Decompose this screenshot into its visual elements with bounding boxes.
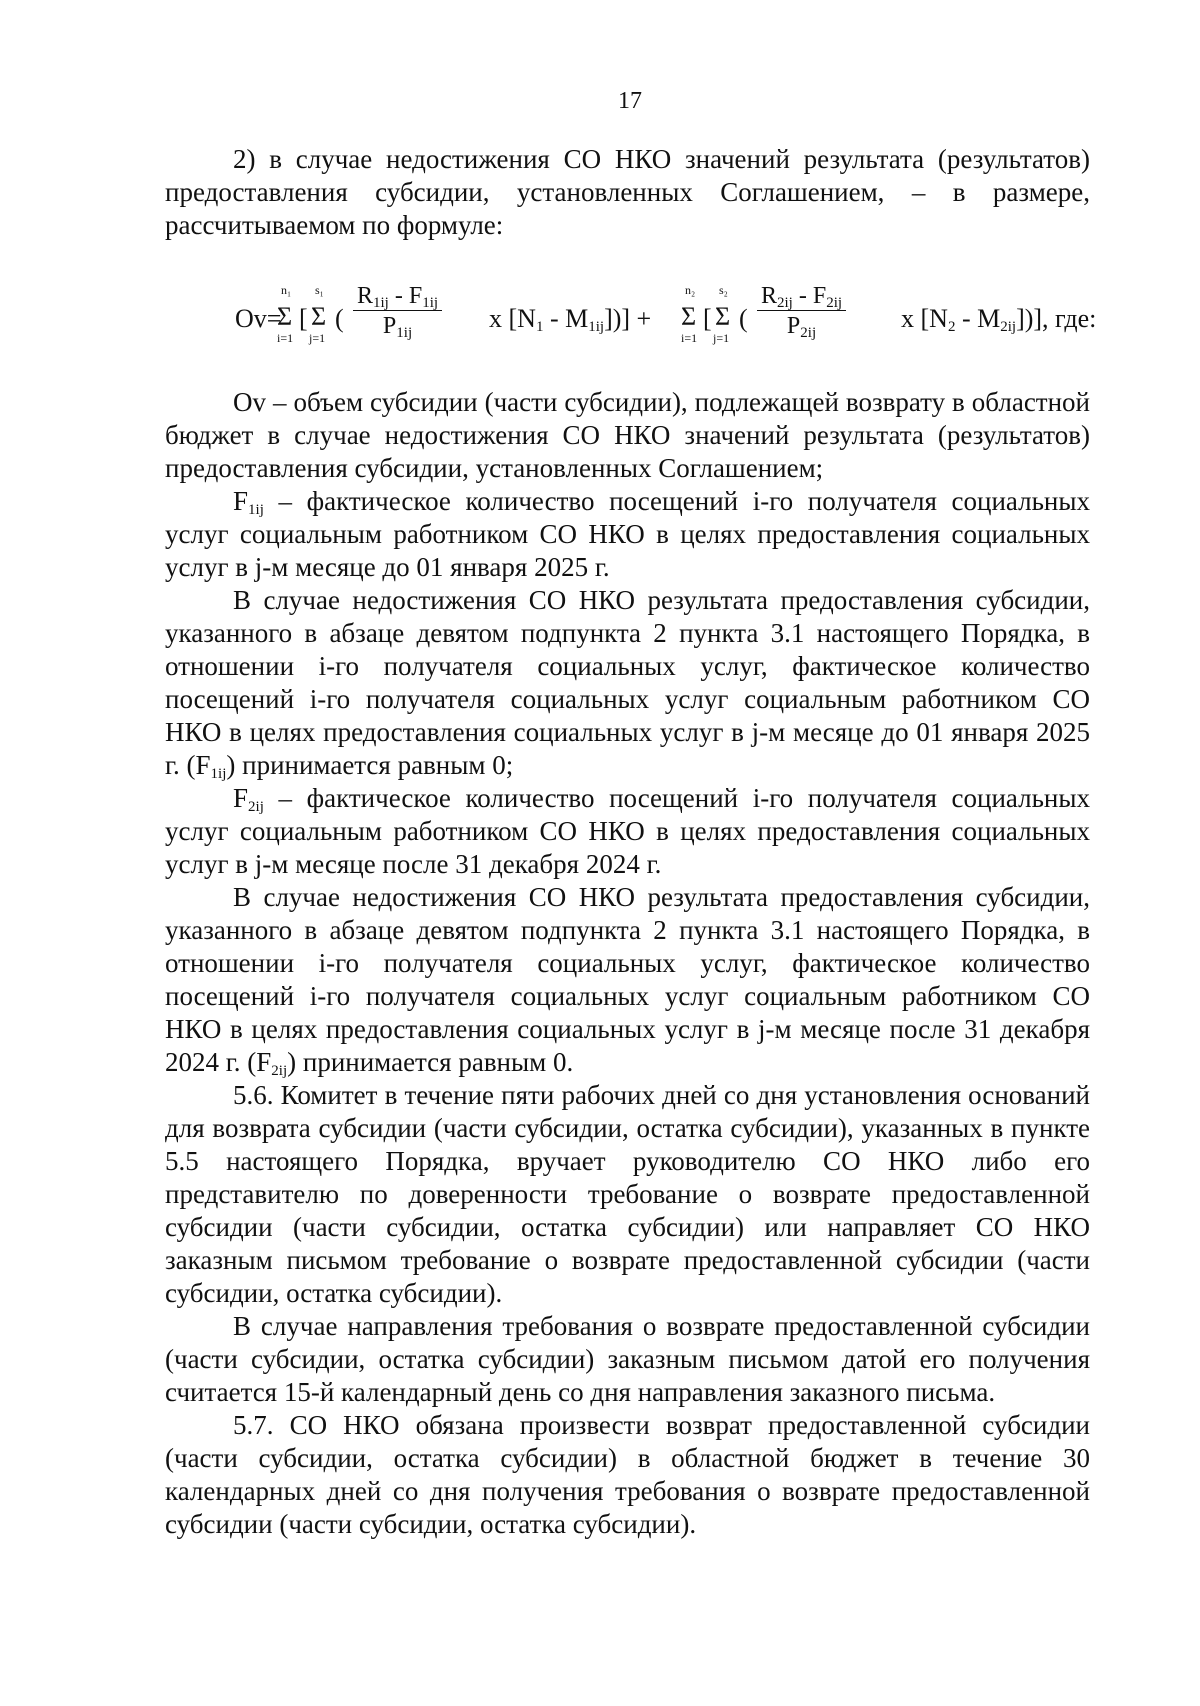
registered-mail-paragraph: В случае направления требования о возврате предоставленной субсидии (части субсидии, остатка субсидии) заказным письмом датой его получения считается 15-й календарный день со дня направления заказного письма. <box>165 1311 1090 1407</box>
inner2-lower-limit: j=1 <box>713 331 730 345</box>
paren-open-1: ( <box>335 304 344 333</box>
f2-definition: $F_{2ij}$ – фактическое количество посещений i-го получателя социальных услуг социальным работником СО НКО в целях предоставления социальных услуг в j-м месяце после 31 декабря 2024 г. <box>165 783 1090 879</box>
clause-5-7: 5.7. СО НКО обязана произвести возврат предоставленной субсидии (части субсидии, остатка субсидии) в областной бюджет в течение 30 календарных дней со дня получения требования о возврате предоставленной субсидии (части субсидии, остатка субсидии). <box>165 1410 1090 1539</box>
inner1-lower-limit: j=1 <box>309 331 326 345</box>
fraction-2 <box>757 282 846 341</box>
sum2-upper-limit: n₂ <box>685 283 696 297</box>
case-2-paragraph: В случае недостижения СО НКО результата предоставления субсидии, указанного в абзаце девятом подпункта 2 пункта 3.1 настоящего Порядка, в отношении i-го получателя социальных услуг, фактическое количество посещений i-го получателя социальных услуг социальным работником СО НКО в целях предоставления социальных услуг в j-м месяце после 31 декабря 2024 г. $(F_{2ij})$ принимается равным 0. <box>165 882 1090 1079</box>
inner1-sigma: Σ <box>311 302 327 331</box>
fraction-2-numerator: $R_{2ij} - F_{2ij}$ <box>757 282 846 311</box>
page-number: 17 <box>618 88 642 114</box>
intro-block <box>165 143 1090 242</box>
intro-paragraph: 2) в случае недостижения СО НКО значений результата (результатов) предоставления субсидии, установленных Соглашением, – в размере, рассчитываемом по формуле: <box>165 144 1090 240</box>
fraction-2-denominator: $P_{2ij}$ <box>786 313 817 341</box>
fraction-1-numerator: $R_{1ij} - F_{1ij}$ <box>353 282 442 311</box>
sum2-sigma: Σ <box>681 302 697 331</box>
paren-open-2: ( <box>739 304 748 333</box>
definitions-block <box>165 386 1090 1541</box>
multiplier-1: x $[N_1 - M_{1ij}]$)] + <box>489 304 652 335</box>
bracket-open-2: [ <box>703 304 712 333</box>
bracket-open-1: [ <box>299 304 308 333</box>
fraction-1-denominator: $P_{1ij}$ <box>382 313 413 341</box>
sum1-lower-limit: i=1 <box>277 331 294 345</box>
inner2-sigma: Σ <box>715 302 731 331</box>
f1-definition: $F_{1ij}$ – фактическое количество посещений i-го получателя социальных услуг социальным работником СО НКО в целях предоставления социальных услуг в j-м месяце до 01 января 2025 г. <box>165 486 1090 582</box>
sum1-upper-limit: n₁ <box>281 283 292 297</box>
ov-definition: Ov – объем субсидии (части субсидии), подлежащей возврату в областной бюджет в случае недостижения СО НКО значений результата (результатов) предоставления субсидии, установленных Соглашением; <box>165 387 1090 483</box>
sum2-lower-limit: i=1 <box>681 331 698 345</box>
case-1-paragraph: В случае недостижения СО НКО результата предоставления субсидии, указанного в абзаце девятом подпункта 2 пункта 3.1 настоящего Порядка, в отношении i-го получателя социальных услуг, фактическое количество посещений i-го получателя социальных услуг социальным работником СО НКО в целях предоставления социальных услуг в j-м месяце до 01 января 2025 г. $(F_{1ij})$ принимается равным 0; <box>165 585 1090 782</box>
inner2-upper-limit: s₂ <box>719 283 728 297</box>
return-formula <box>235 280 1115 360</box>
fraction-1 <box>353 282 442 341</box>
multiplier-2: x $[N_2 - M_{2ij}]$)], где: <box>901 304 1097 335</box>
inner1-upper-limit: s₁ <box>315 283 324 297</box>
formula-lhs: Ov= <box>235 304 282 333</box>
clause-5-6: 5.6. Комитет в течение пяти рабочих дней со дня установления оснований для возврата субсидии (части субсидии, остатка субсидии), указанных в пункте 5.5 настоящего Порядка, вручает руководителю СО НКО либо его представителю по доверенности требование о возврате предоставленной субсидии (части субсидии, остатка субсидии) или направляет СО НКО заказным письмом требование о возврате предоставленной субсидии (части субсидии, остатка субсидии). <box>165 1080 1090 1308</box>
sum1-sigma: Σ <box>277 302 293 331</box>
